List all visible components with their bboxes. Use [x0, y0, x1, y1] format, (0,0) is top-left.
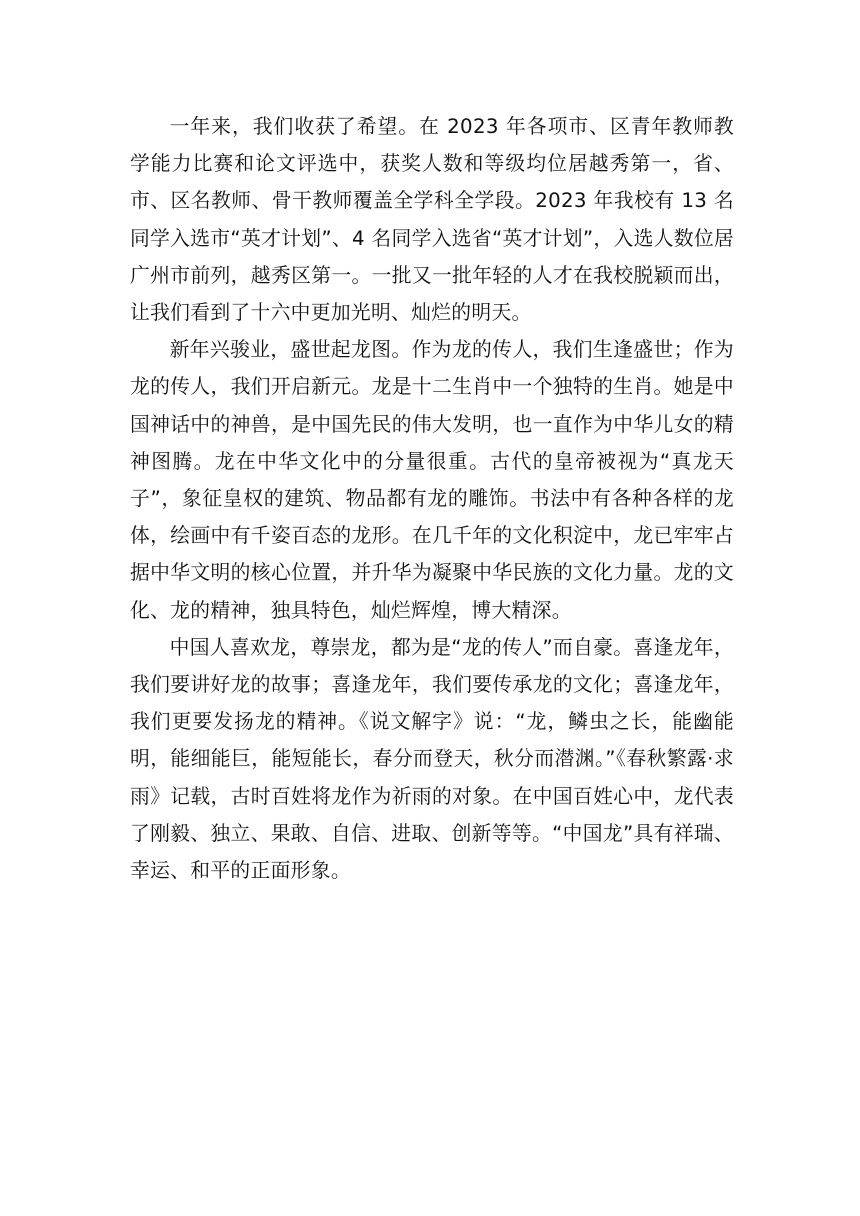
paragraph-achievements: 一年来，我们收获了希望。在 2023 年各项市、区青年教师教学能力比赛和论文评选中，获奖人数和等级均位居越秀第一，省、市、区名教师、骨干教师覆盖全学科全学段。2023 年我校有 13 名同学入选市“英才计划”、4 名同学入选省“英才计划”，入选人数位居广州市前列，越秀区第一。一批又一批年轻的人才在我校脱颖而出，让我们看到了十六中更加光明、灿烂的明天。 [130, 115, 734, 325]
paragraph-dragon-spirit: 中国人喜欢龙，尊崇龙，都为是“龙的传人”而自豪。喜逢龙年，我们要讲好龙的故事；喜逢龙年，我们要传承龙的文化；喜逢龙年，我们更要发扬龙的精神。《说文解字》说：“龙，鳞虫之长，能幽能明，能细能巨，能短能长，春分而登天，秋分而潜渊。”《春秋繁露·求雨》记载，古时百姓将龙作为祈雨的对象。在中国百姓心中，龙代表了刚毅、独立、果敢、自信、进取、创新等等。“中国龙”具有祥瑞、幸运、和平的正面形象。 [130, 635, 734, 883]
document-page [130, 108, 734, 889]
paragraph-dragon-culture: 新年兴骏业，盛世起龙图。作为龙的传人，我们生逢盛世；作为龙的传人，我们开启新元。龙是十二生肖中一个独特的生肖。她是中国神话中的神兽，是中国先民的伟大发明，也一直作为中华儿女的精神图腾。龙在中华文化中的分量很重。古代的皇帝被视为“真龙天子”，象征皇权的建筑、物品都有龙的雕饰。书法中有各种各样的龙体，绘画中有千姿百态的龙形。在几千年的文化积淀中，龙已牢牢占据中华文明的核心位置，并升华为凝聚中华民族的文化力量。龙的文化、龙的精神，独具特色，灿烂辉煌，博大精深。 [130, 338, 734, 622]
